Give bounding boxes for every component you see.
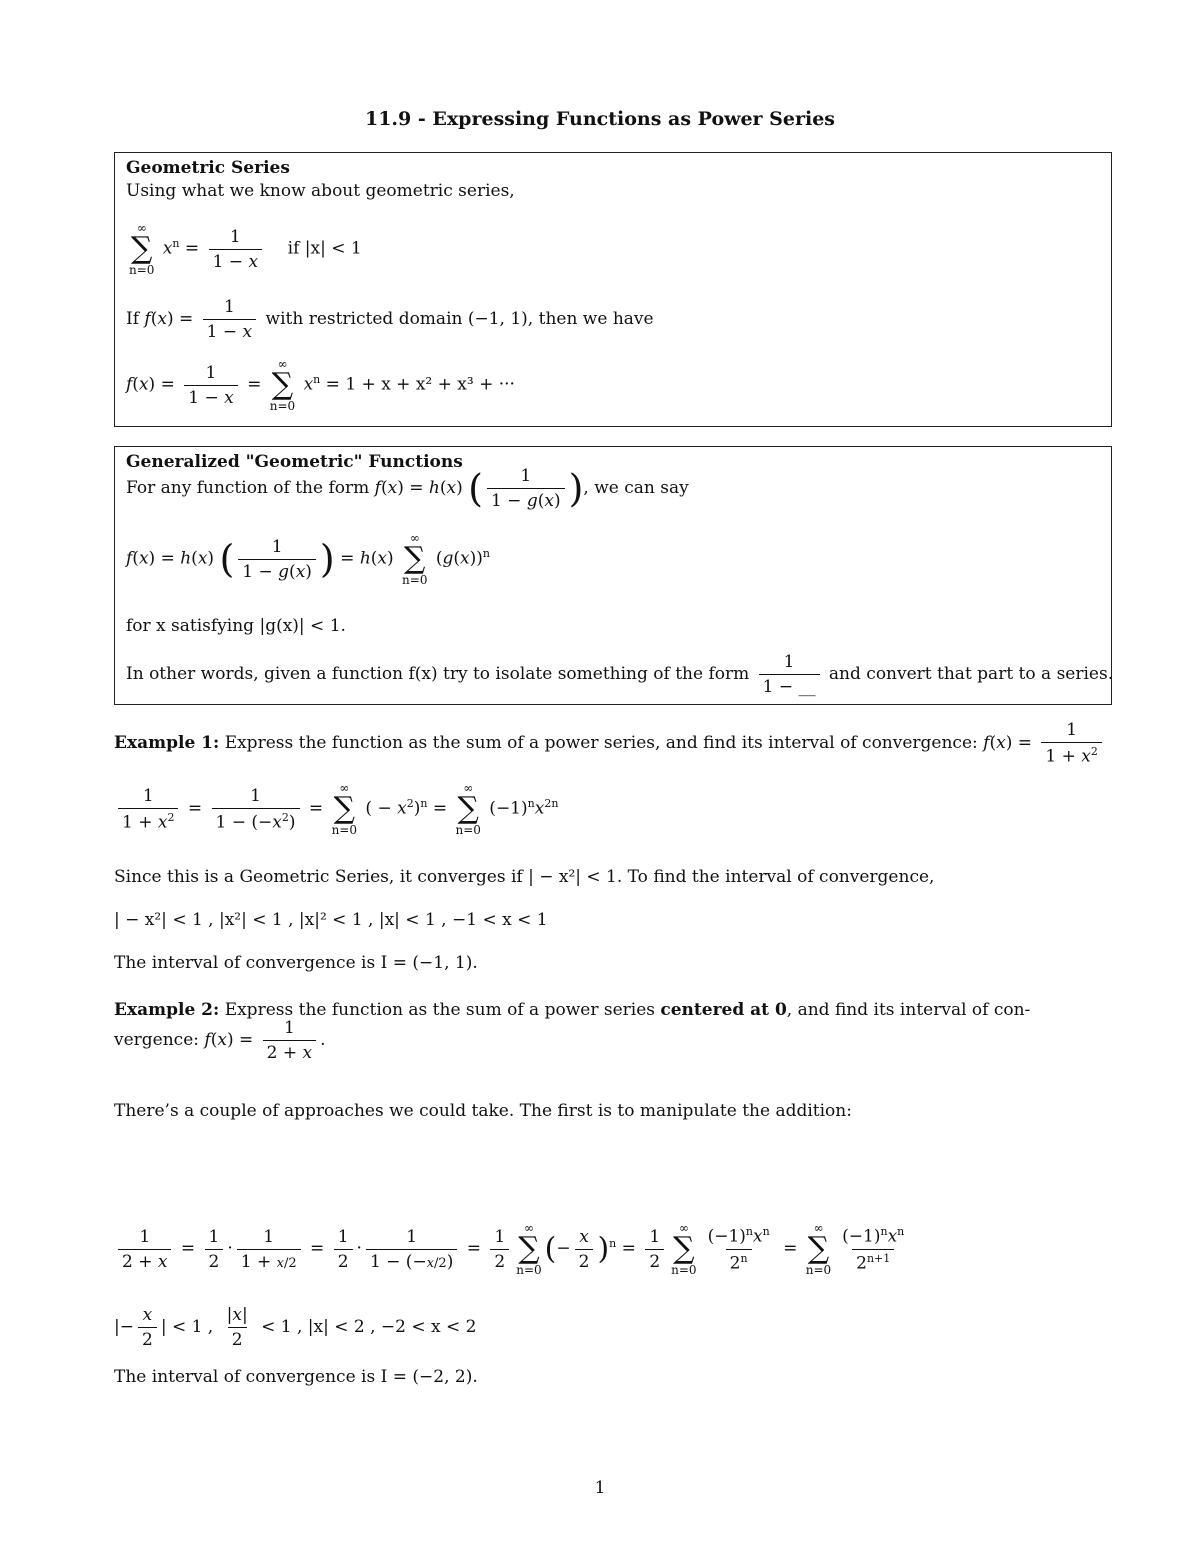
example2-chain: |− $\frac{x}{2}$ | < 1 , $\frac{|x|}{2}$ < 1 , |x| < 2 , −2 < x < 2 xyxy=(114,1305,477,1350)
example1-interval: The interval of convergence is I = (−1, 1). xyxy=(114,953,478,973)
box2-condition: for x satisfying |g(x)| < 1. xyxy=(126,616,346,636)
convergence-condition: if |x| < 1 xyxy=(287,238,362,259)
example1-series-derivation: $\frac{1}{1 + x^2}$ = $\frac{1}{1 - (-x^2)}$ = ∞ ∑ n=0 ( − $x^2)^n$ = ∞ ∑ n=0 $(-1)^nx^{2n}$ xyxy=(114,782,558,836)
box2-intro: For any function of the form xyxy=(126,478,370,498)
example2-label: Example 2: xyxy=(114,1000,220,1020)
example1-label: Example 1: xyxy=(114,732,220,753)
example2-series-derivation: $\frac{1}{2 + x}$ = $\frac{1}{2}$ · $\frac{1}{1 + x/2}$ = $\frac{1}{2}$ · $\frac{1}{1 - (-x/2)}$ = $\frac{1}{2}$ ∞ ∑ n=0 (− $\frac{x}{2}$ )$^n$ = $\frac{1}{2}$ ∞ ∑ n=0 $\frac{(-1)^nx^n}{2^n}$ = ∞ ∑ n=0 $\frac{(-1)^nx^n}{2^{n+1}}$ xyxy=(114,1222,912,1276)
if-label: If xyxy=(126,309,140,329)
example1-prompt-line: Example 1: Express the function as the sum of a power series, and find its interval of convergence: f(x) = $\frac{1}{1 + x^2}$ xyxy=(114,720,1106,767)
box2-other-words-line: In other words, given a function f(x) try to isolate something of the form $\frac{1}{1 - \_\_}$ and convert that part to a series. xyxy=(126,652,1114,697)
example2-prompt-b: , and find its interval of con- xyxy=(786,1000,1031,1020)
page-title: 11.9 - Expressing Functions as Power Series xyxy=(364,108,836,130)
example2-prompt-line1 xyxy=(114,1000,1030,1020)
page-number: 1 xyxy=(594,1478,606,1498)
we-can-say: , we can say xyxy=(583,478,689,498)
box1-heading: Geometric Series xyxy=(126,158,290,178)
restricted-domain-line: If f(x) = $\frac{1}{1 - x}$ with restricted domain (−1, 1), then we have xyxy=(126,297,654,342)
expansion-terms: = 1 + x + x² + x³ + ··· xyxy=(325,374,515,395)
example2-chain-tail: < 1 , |x| < 2 , −2 < x < 2 xyxy=(261,1317,477,1337)
other-words-text: In other words, given a function f(x) try to isolate something of the form xyxy=(126,664,750,684)
geometric-expansion-formula: f(x) = $\frac{1}{1 - x}$ = ∞ ∑ n=0 $x^n = 1 + x + x^2 + x^3$ + ··· xyxy=(126,357,515,413)
example2-prompt-c: vergence: xyxy=(114,1030,199,1050)
geometric-sum-formula: ∞ ∑ n=0 $x^n$ = $\frac{1}{1 - x}$ if |x| < 1 xyxy=(129,221,362,277)
box1-intro: Using what we know about geometric series, xyxy=(126,181,515,201)
box2-heading: Generalized "Geometric" Functions xyxy=(126,452,463,472)
example2-centered: centered at 0 xyxy=(660,1000,787,1020)
example1-prompt: Express the function as the sum of a power series, and find its interval of convergence: xyxy=(224,732,978,753)
restricted-text: with restricted domain (−1, 1), then we have xyxy=(265,309,654,329)
example2-approaches: There’s a couple of approaches we could take. The first is to manipulate the addition: xyxy=(114,1101,852,1121)
example2-prompt-a: Express the function as the sum of a power series xyxy=(224,1000,655,1020)
box2-intro-line: For any function of the form f(x) = h(x) ( $\frac{1}{1 - g(x)}$ ), we can say xyxy=(126,466,689,511)
example2-interval: The interval of convergence is I = (−2, 2). xyxy=(114,1367,478,1387)
example1-chain: | − x²| < 1 , |x²| < 1 , |x|² < 1 , |x| < 1 , −1 < x < 1 xyxy=(114,910,548,930)
example2-prompt-line2: vergence: f(x) = $\frac{1}{2 + x}$ . xyxy=(114,1018,326,1063)
example1-since: Since this is a Geometric Series, it converges if | − x²| < 1. To find the interval of convergence, xyxy=(114,867,935,887)
convert-text: and convert that part to a series. xyxy=(828,664,1114,684)
generalized-formula: f(x) = h(x) ( $\frac{1}{1 - g(x)}$ ) = h(x) ∞ ∑ n=0 $(g(x))^n$ xyxy=(126,531,490,587)
